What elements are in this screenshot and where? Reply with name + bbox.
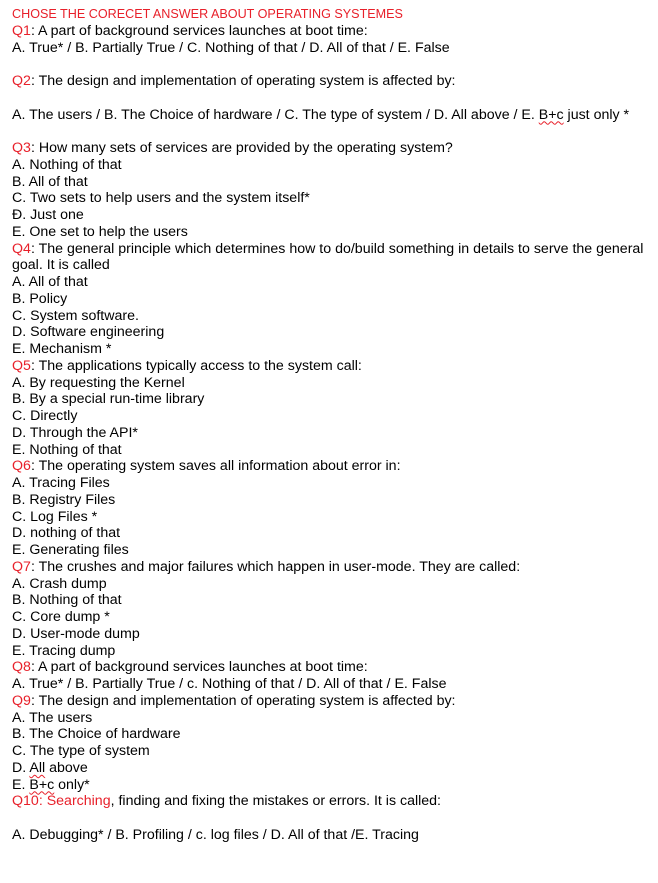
question-text: : The design and implementation of operating system is affected by:	[30, 692, 456, 709]
option-c: C. Directly	[12, 408, 78, 424]
option-c: C. System software.	[12, 307, 139, 324]
spellcheck-word: B+c	[29, 776, 55, 793]
option-e: E. Mechanism *	[12, 341, 112, 357]
option-c: C. The type of system	[12, 743, 150, 759]
option-text: above	[45, 759, 88, 776]
option-e	[12, 777, 652, 794]
question-7	[12, 559, 652, 576]
question-4	[12, 241, 652, 275]
question-10-answers: A. Debugging* / B. Profiling / c. log files / D. All of that /E. Tracing	[12, 826, 419, 843]
question-number: Q10: Searching	[12, 793, 111, 810]
option-b: B. The Choice of hardware	[12, 726, 181, 743]
question-number: Q5	[12, 357, 31, 374]
question-1	[12, 23, 652, 40]
option-text: D.	[12, 759, 30, 776]
option-b: B. Registry Files	[12, 491, 116, 508]
option-b: B. Policy	[12, 290, 68, 307]
option-a: A. By requesting the Kernel	[12, 374, 185, 391]
option-d: D. User-mode dump	[12, 625, 140, 642]
option-b: B. By a special run-time library	[12, 391, 205, 408]
question-text: : The design and implementation of operating system is affected by:	[30, 73, 456, 89]
question-text: : A part of background services launches at boot time:	[30, 659, 368, 676]
option-b: B. All of that	[12, 173, 88, 190]
question-5	[12, 358, 652, 375]
option-d	[12, 760, 652, 777]
spacer	[12, 56, 652, 73]
spacer	[12, 123, 652, 140]
question-text: : The operating system saves all information about error in:	[30, 458, 401, 475]
question-8-answers: A. True* / B. Partially True / c. Nothing of that / D. All of that / E. False	[12, 676, 447, 692]
question-number: Q1	[12, 22, 31, 39]
spacer	[12, 90, 652, 107]
question-number: Q2	[12, 73, 31, 89]
answers-text: just only *	[563, 106, 630, 123]
option-a: A. All of that	[12, 274, 88, 290]
question-9	[12, 693, 652, 710]
option-a: A. Crash dump	[12, 575, 107, 592]
question-text: : The general principle which determines how to do/build something in details to serve the general goal. It is called	[12, 240, 644, 274]
option-e: E. Tracing dump	[12, 642, 116, 659]
question-number: Q8	[12, 659, 31, 676]
option-d: Đ. Just one	[12, 207, 84, 223]
question-text: : The applications typically access to the system call:	[30, 357, 362, 374]
spacer	[12, 810, 652, 827]
option-d: D. Software engineering	[12, 324, 165, 341]
question-number: Q6	[12, 458, 31, 475]
spellcheck-word: All	[29, 759, 46, 776]
option-e: E. Nothing of that	[12, 441, 122, 458]
question-number: Q4	[12, 240, 31, 257]
question-text: : How many sets of services are provided by the operating system?	[30, 140, 453, 156]
option-a: A. Nothing of that	[12, 156, 122, 173]
spellcheck-word: B+c	[538, 106, 564, 123]
option-b: B. Nothing of that	[12, 592, 122, 609]
question-6	[12, 458, 652, 475]
option-a: A. Tracing Files	[12, 475, 110, 491]
question-2	[12, 73, 652, 90]
option-d: D. Through the API*	[12, 424, 138, 441]
question-8	[12, 659, 652, 676]
question-text: : The crushes and major failures which happen in user-mode. They are called:	[30, 558, 521, 575]
question-number: Q9	[12, 692, 31, 709]
question-text: : A part of background services launches at boot time:	[30, 22, 368, 39]
question-text: , finding and fixing the mistakes or errors. It is called:	[110, 793, 441, 810]
document-title: CHOSE THE CORECET ANSWER ABOUT OPERATING SYSTEMES	[12, 7, 403, 21]
option-e: E. One set to help the users	[12, 223, 188, 240]
option-c: C. Core dump *	[12, 609, 110, 625]
answers-text: A. The users / B. The Choice of hardware / C. The type of system / D. All above / E.	[12, 106, 539, 123]
document-page	[12, 6, 652, 844]
option-d: D. nothing of that	[12, 525, 121, 542]
question-10	[12, 793, 652, 810]
question-number: Q3	[12, 140, 31, 156]
question-3	[12, 140, 652, 157]
question-1-answers: A. True* / B. Partially True / C. Nothing of that / D. All of that / E. False	[12, 39, 450, 56]
option-text: only*	[54, 776, 90, 793]
option-a: A. The users	[12, 709, 93, 726]
option-c: C. Log Files *	[12, 508, 98, 525]
question-2-answers	[12, 107, 652, 124]
question-number: Q7	[12, 558, 31, 575]
option-c: C. Two sets to help users and the system itself*	[12, 190, 310, 207]
option-text: E.	[12, 776, 30, 793]
option-e: E. Generating files	[12, 542, 129, 558]
